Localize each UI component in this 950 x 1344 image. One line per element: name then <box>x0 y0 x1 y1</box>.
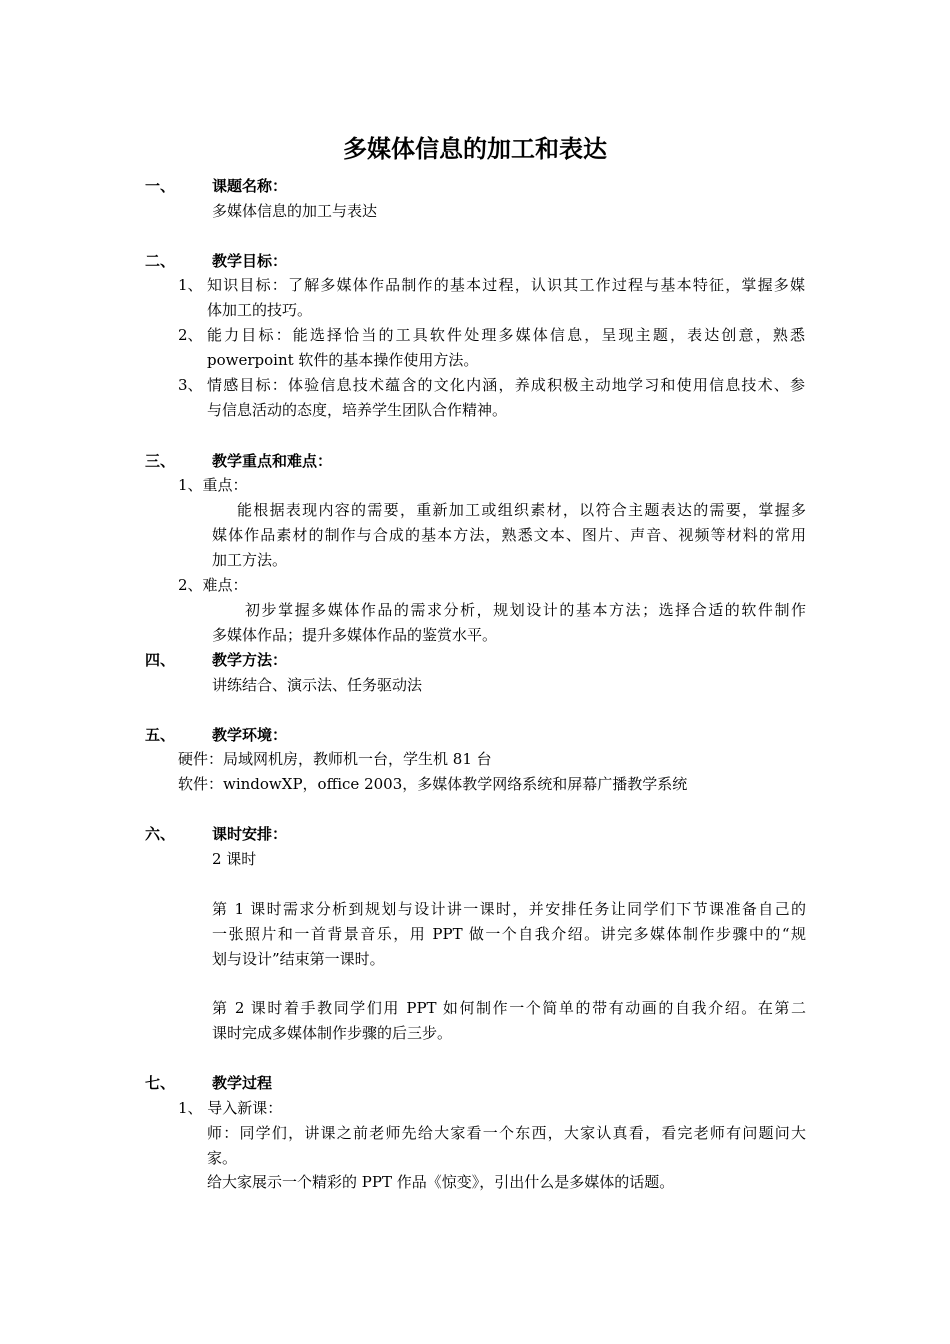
key-point-label: 1、重点： <box>178 476 248 494</box>
goal-3-line-2: 与信息活动的态度，培养学生团队合作精神。 <box>207 401 508 419</box>
goal-2-number: 2、 <box>178 326 203 344</box>
difficulty-label: 2、难点： <box>178 576 248 594</box>
section-7-heading: 教学过程 <box>212 1074 273 1092</box>
goal-1-line-1: 知识目标：了解多媒体作品制作的基本过程，认识其工作过程与基本特征，掌握多媒 <box>207 276 805 294</box>
goal-2-line-2: powerpoint 软件的基本操作使用方法。 <box>207 351 479 369</box>
goal-2-line-1: 能力目标：能选择恰当的工具软件处理多媒体信息，呈现主题，表达创意，熟悉 <box>207 326 805 344</box>
section-3-number: 三、 <box>145 452 176 470</box>
lesson-2-line-2: 课时完成多媒体制作步骤的后三步。 <box>212 1024 453 1042</box>
section-1-number: 一、 <box>145 177 176 195</box>
intro-item-label: 1、 导入新课： <box>178 1099 283 1117</box>
section-4-heading: 教学方法： <box>212 651 288 669</box>
lesson-1-line-2: 一张照片和一首背景音乐，用 PPT 做一个自我介绍。讲完多媒体制作步骤中的“规 <box>212 925 806 943</box>
section-3-heading: 教学重点和难点： <box>212 452 333 470</box>
section-5-heading: 教学环境： <box>212 726 288 744</box>
document-title: 多媒体信息的加工和表达 <box>343 134 607 163</box>
section-6-number: 六、 <box>145 825 176 843</box>
key-point-line-2: 媒体作品素材的制作与合成的基本方法，熟悉文本、图片、声音、视频等材料的常用 <box>212 526 806 544</box>
lesson-2-line-1: 第 2 课时着手教同学们用 PPT 如何制作一个简单的带有动画的自我介绍。在第二 <box>212 999 806 1017</box>
key-point-line-3: 加工方法。 <box>212 551 288 569</box>
goal-3-number: 3、 <box>178 376 203 394</box>
section-2-heading: 教学目标： <box>212 252 288 270</box>
hours-total: 2 课时 <box>212 850 257 868</box>
difficulty-line-2: 多媒体作品；提升多媒体作品的鉴赏水平。 <box>212 626 498 644</box>
goal-3-line-1: 情感目标：体验信息技术蕴含的文化内涵，养成积极主动地学习和使用信息技术、参 <box>207 376 805 394</box>
section-1-body: 多媒体信息的加工与表达 <box>212 202 378 220</box>
goal-1-line-2: 体加工的技巧。 <box>207 301 313 319</box>
goal-1-number: 1、 <box>178 276 203 294</box>
difficulty-line-1: 初步掌握多媒体作品的需求分析，规划设计的基本方法；选择合适的软件制作 <box>245 601 806 619</box>
intro-line-1: 师：同学们，讲课之前老师先给大家看一个东西，大家认真看，看完老师有问题问大 <box>207 1124 806 1142</box>
section-2-number: 二、 <box>145 252 176 270</box>
intro-line-2: 家。 <box>207 1149 238 1167</box>
lesson-1-line-3: 划与设计”结束第一课时。 <box>212 950 385 968</box>
section-4-number: 四、 <box>145 651 176 669</box>
section-5-number: 五、 <box>145 726 176 744</box>
lesson-1-line-1: 第 1 课时需求分析到规划与设计讲一课时，并安排任务让同学们下节课准备自己的 <box>212 900 806 918</box>
section-4-body: 讲练结合、演示法、任务驱动法 <box>212 676 423 694</box>
intro-line-3: 给大家展示一个精彩的 PPT 作品《惊变》，引出什么是多媒体的话题。 <box>207 1173 675 1191</box>
section-7-number: 七、 <box>145 1074 176 1092</box>
software-line: 软件：windowXP，office 2003，多媒体教学网络系统和屏幕广播教学系统 <box>178 775 688 793</box>
hardware-line: 硬件：局域网机房，教师机一台，学生机 81 台 <box>178 750 492 768</box>
key-point-line-1: 能根据表现内容的需要，重新加工或组织素材，以符合主题表达的需要，掌握多 <box>237 501 806 519</box>
section-6-heading: 课时安排： <box>212 825 288 843</box>
section-1-heading: 课题名称： <box>212 177 288 195</box>
